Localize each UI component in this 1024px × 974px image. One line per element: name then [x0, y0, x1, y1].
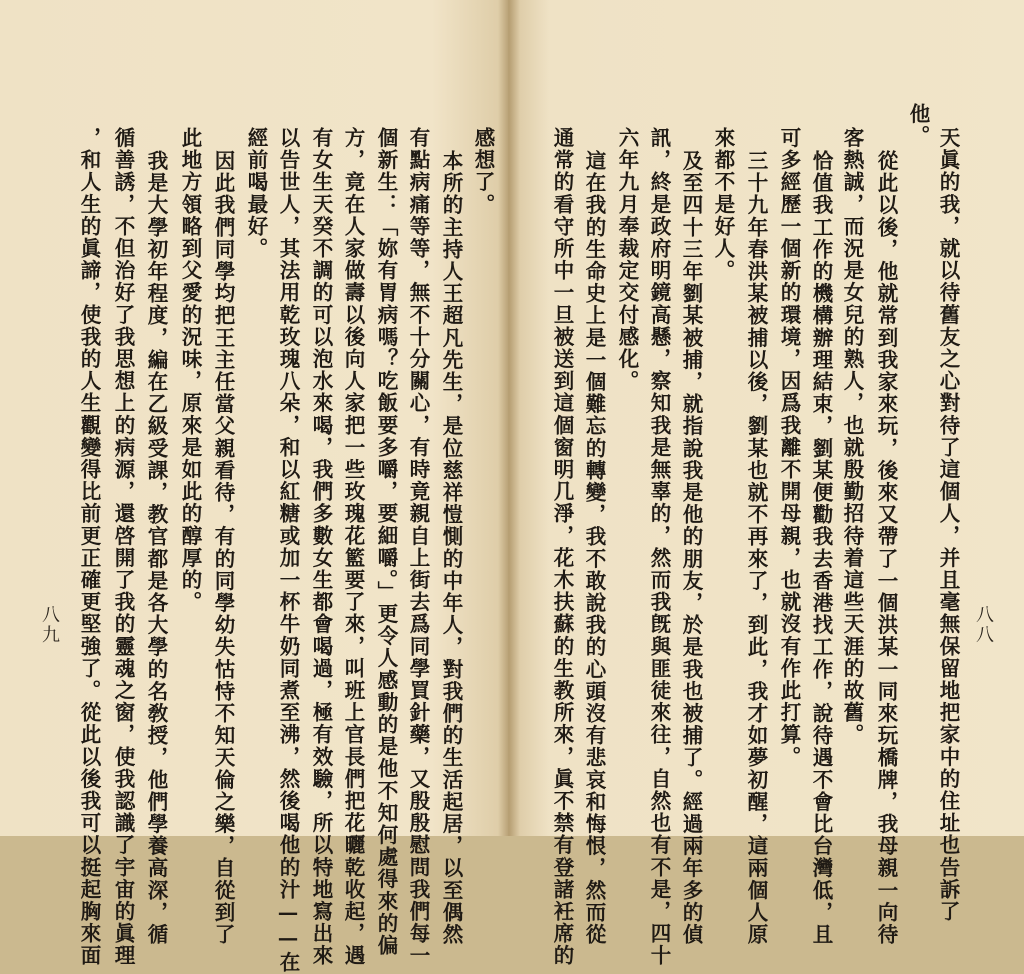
right-line-3: 從此以後，他就常到我家來玩，後來又帶了一個洪某一同來玩橋牌，我母親一向待 — [874, 150, 898, 946]
right-line-6: 可多經歷一個新的環境，因爲我離不開母親，也就沒有作此打算。 — [777, 127, 801, 768]
left-line-5: 方，竟在人家做壽以後向人家把一些玫瑰花籃要了來，叫班上官長們把花曬乾收起，遇 — [341, 127, 365, 967]
left-line-7: 以告世人，其法用乾玫瑰八朵，和以紅糖或加一杯牛奶同煮至沸，然後喝他的汁——在 — [276, 127, 300, 974]
left-line-9: 因此我們同學均把王主任當父親看待，有的同學幼失怙恃不知天倫之樂，自從到了 — [211, 150, 235, 946]
left-line-6: 有女生天癸不調的可以泡水來喝，我們多數女生都會喝過，極有效驗，所以特地寫出來 — [309, 127, 333, 967]
left-line-13: ，和人生的眞諦，使我的人生觀變得比前更正確更堅強了。從此以後我可以挺起胸來面 — [77, 127, 101, 967]
book-gutter — [498, 0, 520, 836]
right-line-1: 天眞的我，就以待舊友之心對待了這個人，并且毫無保留地把家中的住址也告訴了 — [936, 127, 960, 923]
left-line-8: 經前喝最好。 — [244, 127, 268, 260]
left-line-4: 個新生：「妳有胃病嗎？吃飯要多嚼，要細嚼。」更令人感動的是他不知何處得來的偏 — [374, 127, 398, 957]
right-line-8: 來都不是好人。 — [711, 127, 735, 282]
right-line-12: 這在我的生命史上是一個難忘的轉變，我不敢說我的心頭沒有悲哀和悔恨，然而從 — [582, 150, 606, 946]
left-line-1: 感想了。 — [471, 127, 495, 216]
right-line-5: 恰值我工作的機構辦理結束，劉某便勸我去香港找工作，說待遇不會比台灣低，且 — [809, 150, 833, 946]
right-line-2: 他。 — [906, 103, 930, 148]
right-line-10: 訊，終是政府明鏡高懸，察知我是無辜的，然而我旣與匪徒來往，自然也有不是，四十 — [647, 127, 671, 967]
left-line-12: 循善誘，不但治好了我思想上的病源，還啓開了我的靈魂之窗，使我認識了宇宙的眞理 — [111, 127, 135, 967]
right-line-11: 六年九月奉裁定交付感化。 — [615, 127, 639, 393]
page-number-right: 八八 — [973, 605, 994, 645]
page-number-left: 八九 — [39, 605, 60, 645]
right-line-9: 及至四十三年劉某被捕，就指說我是他的朋友，於是我也被捕了。經過兩年多的偵 — [679, 150, 703, 946]
left-line-3: 有點病痛等等，無不十分關心，有時竟親自上街去爲同學買針藥，又殷殷慰問我們每一 — [406, 127, 430, 967]
right-line-4: 客熱誠，而況是女兒的熟人，也就殷勤招待着這些天涯的故舊。 — [840, 127, 864, 746]
right-line-7: 三十九年春洪某被捕以後，劉某也就不再來了，到此，我才如夢初醒，這兩個人原 — [744, 150, 768, 946]
left-line-11: 我是大學初年程度，編在乙級受課，教官都是各大學的名敎授，他們學養高深，循 — [144, 150, 168, 946]
left-line-2: 本所的主持人王超凡先生，是位慈祥愷惻的中年人，對我們的生活起居，以至偶然 — [439, 150, 463, 946]
right-line-13: 通常的看守所中一旦被送到這個窗明几淨，花木扶蘇的生教所來，眞不禁有登諸衽席的 — [550, 127, 574, 967]
left-line-10: 此地方領略到父愛的況味，原來是如此的醇厚的。 — [178, 127, 202, 614]
